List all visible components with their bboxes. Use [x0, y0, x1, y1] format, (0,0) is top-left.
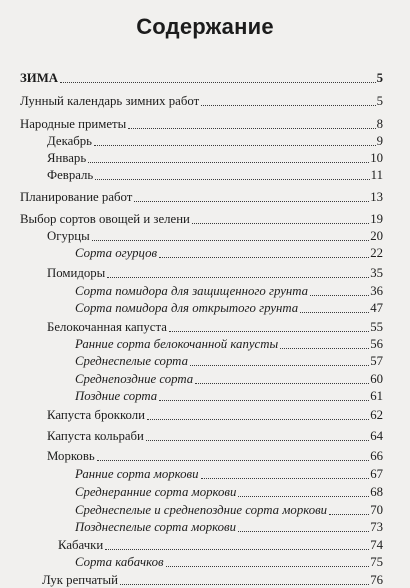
dot-leader [190, 364, 369, 366]
dot-leader [147, 418, 369, 420]
dot-leader [310, 294, 369, 296]
toc-page-number: 5 [376, 71, 383, 85]
toc-entry [75, 283, 383, 299]
toc-entry-title: Декабрь [47, 134, 93, 148]
toc-entry [47, 133, 383, 149]
dot-leader [146, 439, 369, 441]
toc-entry-title: Ранние сорта белокочанной капусты [75, 337, 279, 351]
dot-leader [280, 347, 369, 349]
toc-page-number: 75 [370, 555, 383, 569]
toc-page-number: 11 [370, 168, 383, 182]
toc-entry [20, 70, 383, 86]
toc-entry [20, 211, 383, 227]
toc-entry-title: Лунный календарь зимних работ [20, 94, 200, 108]
dot-leader [95, 178, 369, 180]
toc-page-number: 62 [370, 408, 383, 422]
dot-leader [300, 311, 369, 313]
toc-page-number: 56 [370, 337, 383, 351]
toc-page-number: 64 [370, 429, 383, 443]
dot-leader [195, 382, 369, 384]
toc-entry-title: Помидоры [47, 266, 106, 280]
dot-leader [159, 256, 369, 258]
toc-entry [75, 466, 383, 482]
toc-entry [42, 572, 383, 588]
dot-leader [105, 548, 369, 550]
toc-entry [47, 428, 383, 444]
toc-entry-title: Среднеспелые сорта [75, 354, 188, 368]
dot-leader [60, 81, 376, 83]
toc-page-number: 35 [370, 266, 383, 280]
toc-entry-title: Народные приметы [20, 117, 127, 131]
toc-entry-title: Ранние сорта моркови [75, 467, 199, 481]
toc-entry-title: Выбор сортов овощей и зелени [20, 212, 190, 226]
toc-entry [20, 189, 383, 205]
toc-entry [47, 319, 383, 335]
toc-entry [47, 265, 383, 281]
toc-page-number: 8 [376, 117, 383, 131]
toc-entry [75, 300, 383, 316]
toc-entry [20, 93, 383, 109]
toc-entry [75, 519, 383, 535]
toc-entry-title: Капуста кольраби [47, 429, 144, 443]
dot-leader [238, 495, 369, 497]
toc-entry-title: Планирование работ [20, 190, 133, 204]
toc-entry-title: Сорта кабачков [75, 555, 164, 569]
dot-leader [159, 399, 369, 401]
toc-page-number: 13 [370, 190, 383, 204]
toc-entry [75, 388, 383, 404]
toc-page-number: 20 [370, 229, 383, 243]
toc-entry [47, 150, 383, 166]
toc-entry [58, 537, 383, 553]
toc-entry-title: Белокочанная капуста [47, 320, 167, 334]
toc-entry-title: Кабачки [58, 538, 104, 552]
toc-entry [75, 336, 383, 352]
toc-entry [75, 502, 383, 518]
toc-entry [75, 245, 383, 261]
dot-leader [97, 459, 370, 461]
toc-page-number: 74 [370, 538, 383, 552]
toc-page-number: 70 [370, 503, 383, 517]
toc-page-number: 68 [370, 485, 383, 499]
toc-entry-title: Февраль [47, 168, 94, 182]
toc-entry-title: ЗИМА [20, 71, 59, 85]
toc-page-number: 66 [370, 449, 383, 463]
dot-leader [88, 161, 369, 163]
toc-entry [75, 554, 383, 570]
toc-page-number: 57 [370, 354, 383, 368]
dot-leader [92, 239, 369, 241]
toc-entry-title: Январь [47, 151, 87, 165]
toc-page-number: 5 [376, 94, 383, 108]
toc-page-number: 10 [370, 151, 383, 165]
toc-entry [75, 484, 383, 500]
page-title: Содержание [136, 14, 274, 39]
dot-leader [329, 513, 369, 515]
toc-page-number: 22 [370, 246, 383, 260]
toc-entry-title: Позднеспелые сорта моркови [75, 520, 236, 534]
toc-entry-title: Морковь [47, 449, 95, 463]
toc-page-number: 61 [370, 389, 383, 403]
toc-page-number: 19 [370, 212, 383, 226]
toc-entry [75, 371, 383, 387]
toc-page-number: 9 [376, 134, 383, 148]
toc-entry [47, 167, 383, 183]
toc-page-number: 73 [370, 520, 383, 534]
toc-page-number: 76 [370, 573, 383, 587]
dot-leader [107, 276, 369, 278]
toc-page-number: 60 [370, 372, 383, 386]
dot-leader [166, 565, 370, 567]
dot-leader [201, 104, 375, 106]
toc-entry [20, 116, 383, 132]
toc-entry [47, 407, 383, 423]
toc-entry-title: Поздние сорта [75, 389, 158, 403]
toc-entry-title: Лук репчатый [42, 573, 118, 587]
toc-entry-title: Сорта помидора для защищенного грунта [75, 284, 309, 298]
dot-leader [169, 330, 369, 332]
dot-leader [192, 222, 369, 224]
toc-entry [47, 228, 383, 244]
toc-page-number: 55 [370, 320, 383, 334]
toc-entry-title: Огурцы [47, 229, 90, 243]
toc-entry [47, 448, 383, 464]
dot-leader [238, 530, 369, 532]
dot-leader [201, 477, 370, 479]
toc-entry-title: Сорта огурцов [75, 246, 158, 260]
dot-leader [94, 144, 376, 146]
toc-page-number: 36 [370, 284, 383, 298]
toc-page-number: 47 [370, 301, 383, 315]
toc-entry-title: Среднепоздние сорта [75, 372, 194, 386]
toc-entry-title: Капуста брокколи [47, 408, 145, 422]
toc-entry-title: Среднеспелые и среднепоздние сорта моркови [75, 503, 328, 517]
toc-entry-title: Среднеранние сорта моркови [75, 485, 237, 499]
dot-leader [120, 583, 369, 585]
dot-leader [128, 127, 375, 129]
toc-entry [75, 353, 383, 369]
dot-leader [134, 200, 369, 202]
toc-page-number: 67 [370, 467, 383, 481]
toc-entry-title: Сорта помидора для открытого грунта [75, 301, 299, 315]
